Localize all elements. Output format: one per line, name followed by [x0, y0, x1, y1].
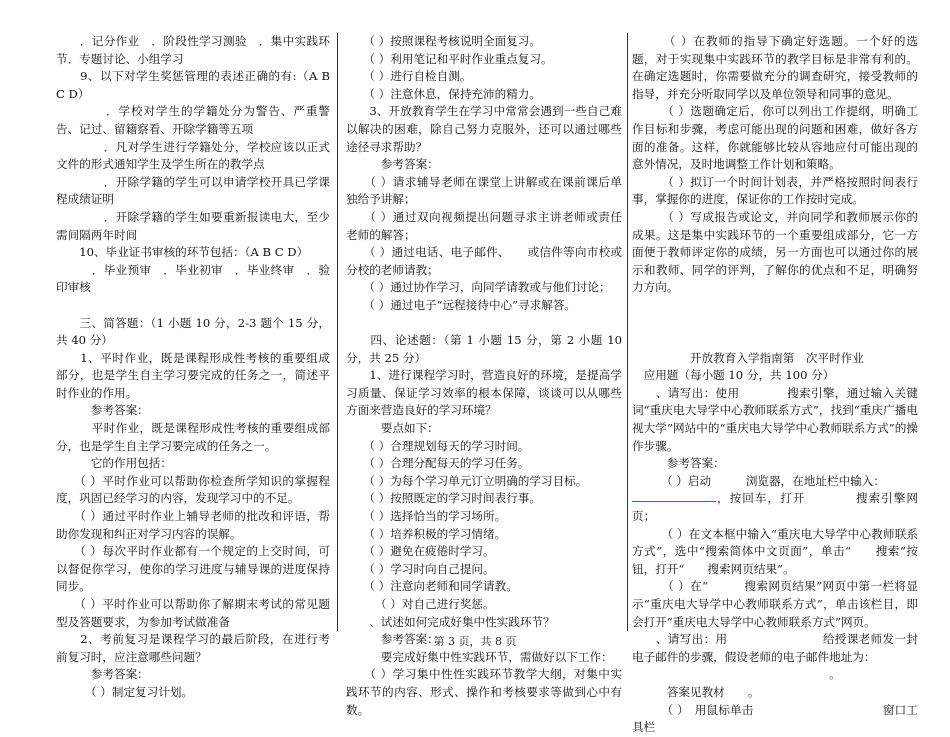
text-line: 它的作用包括：	[56, 456, 172, 471]
text-line: 1、进行课程学习时，营造良好的环境，是提高学习质量、保证学习效率的根本保障，谈谈可以从哪些方面来营造良好的学习环境？	[346, 368, 622, 418]
text-fragment: ，按回车，打开 搜索引擎网页；	[632, 491, 918, 524]
text-line: （ ）通过平时作业上辅导老师的批改和评语，帮助你发现和纠正对学习内容的误解。	[56, 509, 330, 541]
page-footer: 第 3 页，共 8 页	[433, 635, 517, 648]
text-line: （ ）为每个学习单元订立明确的学习目标。	[346, 473, 588, 488]
blank-line	[56, 297, 330, 315]
text-line: 、试述如何完成好集中性实践环节？	[346, 614, 555, 629]
text-line: （ ）通过电子“远程接待中心”寻求解答。	[346, 297, 577, 312]
text-line: 参考答案：	[346, 632, 439, 647]
text-line: 。	[632, 667, 841, 682]
text-line: （ ）平时作业可以帮助你了解期末考试的常见题型及答题要求，为参加考试做准备	[56, 597, 330, 629]
text-line: （ ） 用鼠标单击 窗口工具栏	[632, 702, 918, 735]
text-line: （ ）制定复习计划。	[56, 684, 194, 699]
text-line: （ ）利用笔记和平时作业重点复习。	[346, 51, 553, 66]
text-line: 、请写出：用 给授课老师发一封电子邮件的步骤，假设老师的电子邮件地址为：	[632, 632, 918, 664]
text-line: （ ）在文本框中输入“重庆电大导学中心教师联系方式”，选中“搜索简体中文页面”，单击“ 搜索”按钮，打开“ 搜索网页结果”。	[632, 526, 918, 576]
column-left	[56, 33, 334, 699]
text-line: （ ）启动 浏览器，在地址栏中输入：	[632, 473, 885, 488]
text-line: 答案见教材 。	[632, 684, 760, 699]
text-line: 应用题（每小题 10 分，共 100 分）	[632, 368, 835, 383]
text-line: （ ）合理规划每天的学习时间。	[346, 438, 530, 453]
text-line: 参考答案：	[632, 456, 725, 471]
text-line: 参考答案：	[56, 403, 149, 418]
column-right	[632, 33, 918, 735]
column-divider	[337, 33, 338, 631]
blank-line	[632, 315, 918, 333]
text-line: 开放教育入学指南第 次平时作业	[632, 350, 864, 365]
text-line: （ ）每次平时作业都有一个规定的上交时间，可以督促你学习，使你的学习进度与辅导课的进度保持同步。	[56, 544, 330, 594]
text-line: 三、简答题：（1 小题 10 分，2-3 题个 15 分，共 40 分）	[56, 315, 330, 348]
text-line: （ ）在教师的指导下确定好选题。一个好的选题，对于实现集中实践环节的教学目标是非常有利的。在确定选题时，你需要做充分的调查研究，接受教师的指导，并充分听取同学以及单位领导和同事的意见。	[632, 34, 918, 101]
text-line: （ ）请求辅导老师在课堂上讲解或在课前课后单独给予讲解；	[346, 174, 622, 207]
text-line: （ ）注意向老师和同学请教。	[346, 579, 518, 594]
text-line: （ ）拟订一个时间计划表，并严格按照时间表行事，掌握你的进度，保证你的工作按时完成。	[632, 174, 918, 207]
text-line: ．记分作业 ．阶段性学习测验 ．集中实践环节．专题讨论、小组学习	[56, 34, 330, 66]
text-line: ．毕业预审 ．毕业初审 ．毕业终审 ．验印审核	[56, 262, 330, 295]
text-line: （ ）学习集中性性实践环节教学大纲，对集中实践环节的内容、形式、操作和考核要求等做到心中有数。	[346, 667, 622, 717]
text-line: （ ）注意休息，保持充沛的精力。	[346, 86, 541, 101]
text-line: 3、开放教育学生在学习中常常会遇到一些自己难以解决的困难，除自己努力克服外，还可以通过哪些途径寻求帮助？	[346, 104, 622, 154]
text-line: （ ）按照既定的学习时间表行事。	[346, 491, 541, 506]
text-line: ．开除学籍的学生如要重新报读电大，至少需间隔两年时间	[56, 209, 330, 242]
text-line: 9、以下对学生奖惩管理的表述正确的有:（A B C D）	[56, 69, 334, 101]
text-line: 参考答案：	[346, 157, 439, 172]
text-line: （ ）按照课程考核说明全面复习。	[346, 34, 541, 48]
text-line: 10、毕业证书审核的环节包括：（A B C D）	[56, 245, 309, 260]
text-line: （ ）选题确定后，你可以列出工作提纲，明确工作目标和步骤，考虑可能出现的问题和困难，做好各方面的准备。这样，你就能够比较从容地应付可能出现的意外情况，及时地调整工作计划和策略。	[632, 104, 918, 172]
text-line: （ ）进行自检自测。	[346, 69, 472, 84]
column-divider	[627, 33, 628, 631]
text-line: （ ）在“ 搜索网页结果”网页中第一栏将显示“重庆电大导学中心教师联系方式”，单击该栏目，即会打开“重庆电大导学中心教师联系方式”网页。	[632, 579, 918, 629]
blank-line	[346, 315, 622, 333]
blank-line	[632, 332, 918, 350]
address-blank-underline	[632, 491, 716, 502]
text-line: 参考答案：	[56, 667, 149, 682]
text-line: 1、平时作业，既是课程形成性考核的重要组成部分，也是学生自主学习要完成的任务之一，简述平时作业的作用。	[56, 350, 330, 400]
text-line: 平时作业，既是课程形成性考核的重要组成部分，也是学生自主学习要完成的任务之一。	[56, 421, 330, 453]
text-line: 四、论述题：（第 1 小题 15 分，第 2 小题 10 分，共 25 分）	[346, 333, 626, 365]
text-line	[632, 490, 918, 525]
text-line: 要完成好集中性实践环节，需做好以下工作：	[346, 649, 613, 664]
text-line: （ ）选择恰当的学习场所。	[346, 509, 507, 524]
text-line: 2、考前复习是课程学习的最后阶段，在进行考前复习时，应注意哪些问题？	[56, 632, 330, 664]
text-line: ．学校对学生的学籍处分为警告、严重警告、记过、留籍察看、开除学籍等五项	[56, 104, 330, 136]
text-line: ．开除学籍的学生可以申请学校开具已学课程成绩证明	[56, 174, 330, 207]
text-line: （ ）避免在疲倦时学习。	[346, 544, 495, 559]
text-line: （ ）写成报告或论文，并向同学和教师展示你的成果。这是集中实践环节的一个重要组成部分，它一方面便于教师评定你的成绩，另一方面也可以通过你的展示和教师、同学的评判，了解你的优点和不足，明确努力方向。	[632, 209, 918, 295]
text-line: （ ）学习时向自己提问。	[346, 561, 495, 576]
text-line: （ ）对自己进行奖惩。	[346, 597, 495, 611]
text-line: （ ）通过电话、电子邮件、 或信件等向市校或分校的老师请教；	[346, 245, 622, 277]
text-line: （ ）培养积极的学习情绪。	[346, 526, 507, 541]
text-line: 、请写出：使用 搜索引擎，通过输入关键词“重庆电大导学中心教师联系方式”，找到“重庆广播电视大学”网站中的“重庆电大导学中心教师联系方式”的操作步骤。	[632, 385, 918, 453]
blank-line	[632, 297, 918, 315]
text-line: （ ）通过双向视频提出问题寻求主讲老师或责任老师的解答；	[346, 209, 622, 242]
text-line: （ ）通过协作学习，向同学请教或与他们讨论；	[346, 280, 611, 295]
text-line: ．凡对学生进行学籍处分，学校应该以正式文件的形式通知学生及学生所在的教学点	[56, 139, 330, 172]
text-line: （ ）合理分配每天的学习任务。	[346, 456, 530, 471]
text-line: （ ）平时作业可以帮助你检查所学知识的掌握程度，巩固已经学习的内容，发现学习中的不足。	[56, 473, 330, 506]
text-line: 要点如下：	[346, 421, 439, 436]
